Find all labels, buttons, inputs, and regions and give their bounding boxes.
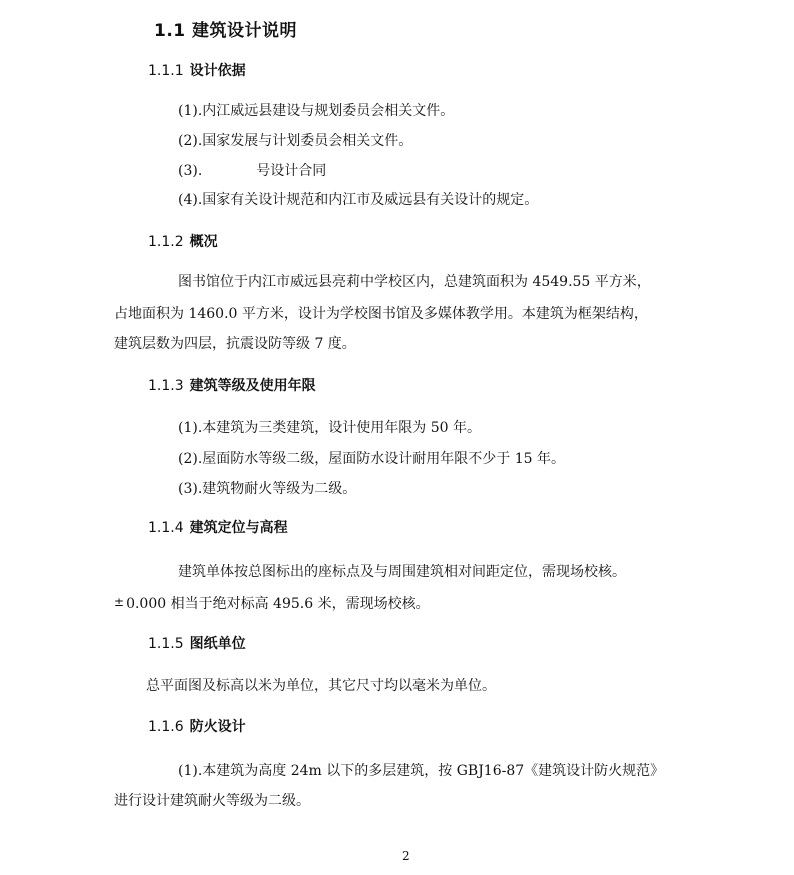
heading-1-1-2 (148, 231, 218, 251)
paragraph-line: (1).本建筑为高度 24m 以下的多层建筑，按 GBJ16-87《建筑设计防火规范》 (178, 763, 665, 779)
heading-1-1-3 (148, 375, 316, 395)
list-item-prefix: (3). (178, 163, 203, 179)
heading-1-1-4 (148, 517, 288, 537)
heading-text: 概况 (189, 234, 218, 250)
heading-number: 1.1.3 (148, 378, 184, 394)
list-item: (3).建筑物耐火等级为二级。 (178, 481, 357, 497)
paragraph-line: 图书馆位于内江市威远县亮莉中学校区内，总建筑面积为 4549.55 平方米， (178, 274, 651, 290)
heading-number: 1.1.5 (148, 636, 184, 652)
paragraph-text: 0.000 相当于绝对标高 495.6 米，需现场校核。 (126, 596, 430, 612)
heading-number: 1.1.4 (148, 520, 184, 536)
heading-1-1-1 (148, 60, 246, 80)
heading-number: 1.1.6 (148, 719, 184, 735)
paragraph-line (114, 594, 430, 612)
heading-number: 1.1.2 (148, 234, 184, 250)
list-item: (2).国家发展与计划委员会相关文件。 (178, 133, 413, 149)
list-item: (1).内江威远县建设与规划委员会相关文件。 (178, 103, 455, 119)
heading-text: 设计依据 (189, 63, 246, 79)
heading-text: 建筑等级及使用年限 (189, 378, 316, 394)
page-number: 2 (402, 849, 410, 863)
list-item: (4).国家有关设计规范和内江市及威远县有关设计的规定。 (178, 192, 539, 208)
list-item: (1).本建筑为三类建筑，设计使用年限为 50 年。 (178, 420, 481, 436)
paragraph-line: 建筑单体按总图标出的座标点及与周围建筑相对间距定位，需现场校核。 (178, 564, 626, 580)
heading-number: 1.1.1 (148, 63, 184, 79)
paragraph-line: 占地面积为 1460.0 平方米，设计为学校图书馆及多媒体教学用。本建筑为框架结构， (114, 306, 648, 322)
list-item-suffix: 号设计合同 (256, 163, 327, 179)
heading-1-1-6 (148, 716, 246, 736)
heading-text: 图纸单位 (189, 636, 246, 652)
heading-text: 建筑定位与高程 (189, 520, 288, 536)
paragraph-line: 进行设计建筑耐火等级为二级。 (114, 793, 310, 809)
heading-1-1-5 (148, 633, 246, 653)
section-title: 1.1 建筑设计说明 (154, 21, 298, 41)
heading-text: 防火设计 (189, 719, 246, 735)
list-item: (2).屋面防水等级二级，屋面防水设计耐用年限不少于 15 年。 (178, 451, 565, 467)
paragraph-line: 建筑层数为四层，抗震设防等级 7 度。 (114, 336, 356, 352)
paragraph-line: 总平面图及标高以米为单位，其它尺寸均以毫米为单位。 (146, 678, 496, 694)
list-item (178, 163, 326, 179)
plusminus-symbol: ± (114, 595, 125, 609)
